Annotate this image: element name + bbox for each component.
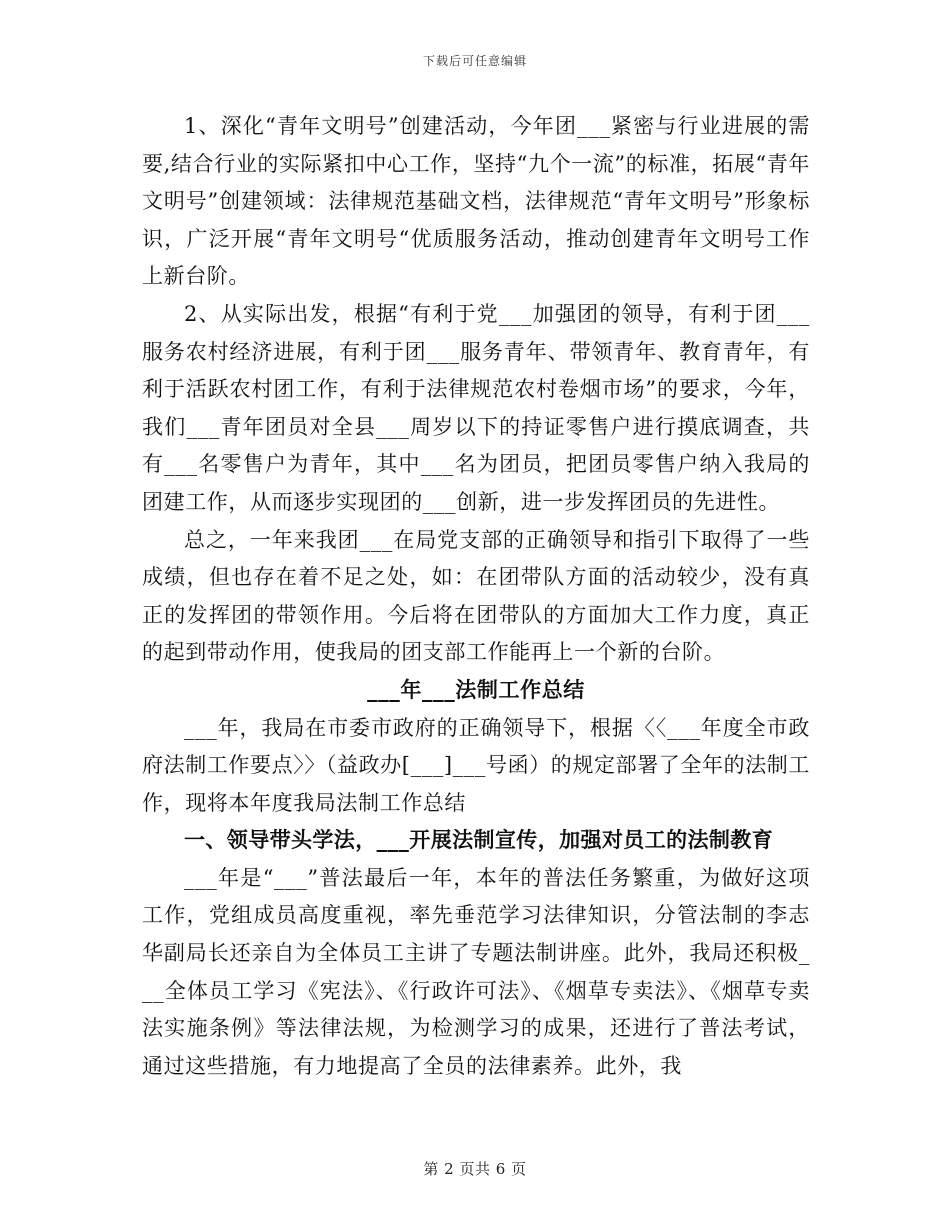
document-body bbox=[142, 108, 810, 1085]
section-heading-1: 一、领导带头学法，___开展法制宣传，加强对员工的法制教育 bbox=[184, 828, 774, 853]
page-footer: 第 2 页共 6 页 bbox=[423, 1160, 527, 1178]
paragraph-legal-intro: ___年，我局在市委市政府的正确领导下，根据〈〈___年度全市政府法制工作要点〉〉（益政办[___]___号函）的规定部署了全年的法制工作，现将本年度我局法制工作总结 bbox=[142, 715, 810, 815]
page-header: 下载后可任意编辑 bbox=[422, 54, 527, 68]
paragraph-summary: 总之，一年来我团___在局党支部的正确领导和指引下取得了一些成绩，但也存在着不足之处，如：在团带队方面的活动较少，没有真正的发挥团的带领作用。今后将在团带队的方面加大工作力度，真正的起到带动作用，使我局的团支部工作能再上一个新的台阶。 bbox=[142, 527, 810, 665]
paragraph-law-education: ___年是“___”普法最后一年，本年的普法任务繁重，为做好这项工作，党组成员高度重视，率先垂范学习法律知识，分管法制的李志华副局长还亲自为全体员工主讲了专题法制讲座。此外，我局还积极___全体员工学习《宪法》、《行政许可法》、《烟草专卖法》、《烟草专卖法实施条例》等法律法规，为检测学习的成果，还进行了普法考试，通过这些措施，有力地提高了全员的法律素养。此外，我 bbox=[142, 865, 810, 1078]
paragraph-youth-civilization: 1、深化“青年文明号”创建活动，今年团___紧密与行业进展的需要,结合行业的实际紧扣中心工作，坚持“九个一流”的标准，拓展“青年文明号”创建领域：法律规范基础文档，法律规范“青年文明号”形象标识，广泛开展“青年文明号“优质服务活动，推动创建青年文明号工作上新台阶。 bbox=[142, 114, 810, 289]
section-title: ___年___法制工作总结 bbox=[367, 677, 585, 702]
paragraph-rural-survey: 2、从实际出发，根据“有利于党___加强团的领导，有利于团___服务农村经济进展，有利于团___服务青年、带领青年、教育青年，有利于活跃农村团工作，有利于法律规范农村卷烟市场”的要求，今年，我们___青年团员对全县___周岁以下的持证零售户进行摸底调查，共有___名零售户为青年，其中___名为团员，把团员零售户纳入我局的团建工作，从而逐步实现团的___创新，进一步发挥团员的先进性。 bbox=[142, 301, 810, 514]
